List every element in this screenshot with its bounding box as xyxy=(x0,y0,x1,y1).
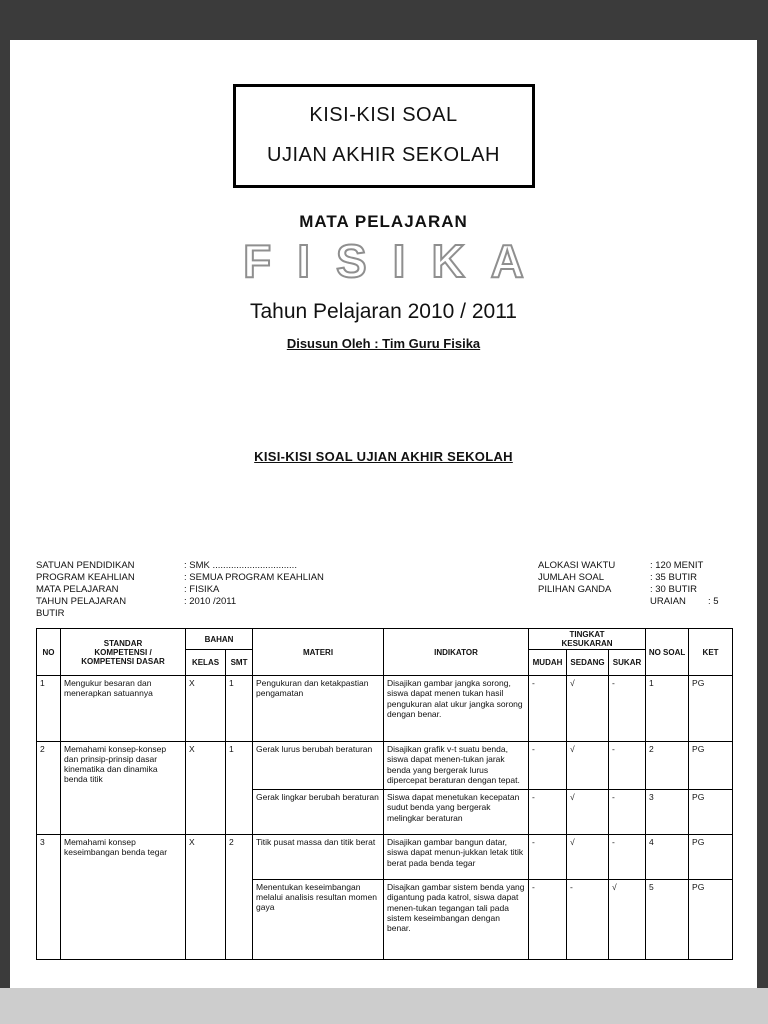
cell-no-soal: 2 xyxy=(646,742,689,790)
cell-standar-kompetensi: Memahami konsep keseimbangan benda tegar xyxy=(61,835,186,960)
cell-sedang: √ xyxy=(567,742,609,790)
info-tahun-pelajaran xyxy=(36,596,324,608)
table-row xyxy=(37,742,733,790)
info-value: : 2010 /2011 xyxy=(184,596,237,607)
cell-no-soal: 1 xyxy=(646,676,689,742)
cell-smt: 1 xyxy=(226,742,253,835)
cell-indikator: Disajikan gambar jangka sorong, siswa dapat menen tukan hasil pengukuran alat ukur jangka sorong dengan benar. xyxy=(384,676,529,742)
info-label: TAHUN PELAJARAN xyxy=(36,596,127,607)
info-program-keahlian xyxy=(36,572,324,584)
info-value: : FISIKA xyxy=(184,584,220,595)
subject-outline-text: FISIKA xyxy=(243,235,550,287)
cell-ket: PG xyxy=(689,880,733,960)
col-header-no: NO xyxy=(37,629,61,676)
title-line-2: UJIAN AKHIR SEKOLAH xyxy=(267,144,500,166)
cell-sukar: - xyxy=(609,742,646,790)
cell-no-soal: 3 xyxy=(646,790,689,835)
cell-mudah: - xyxy=(529,742,567,790)
document-page xyxy=(10,40,757,988)
info-value: : SMK ................................ xyxy=(184,560,297,571)
exam-info-block xyxy=(10,560,757,622)
info-jumlah-soal xyxy=(538,572,719,584)
cell-standar-kompetensi: Mengukur besaran dan menerapkan satuannya xyxy=(61,676,186,742)
subject-label: MATA PELAJARAN xyxy=(299,212,468,231)
cell-indikator: Siswa dapat menetukan kecepatan sudut benda yang bergerak melingkar beraturan xyxy=(384,790,529,835)
kisi-kisi-table xyxy=(36,628,733,960)
col-header-standar-kompetensi xyxy=(61,629,186,676)
info-label: JUMLAH SOAL xyxy=(538,572,604,583)
cell-no-soal: 4 xyxy=(646,835,689,880)
cell-sedang: √ xyxy=(567,790,609,835)
cell-no: 3 xyxy=(37,835,61,960)
cell-ket: PG xyxy=(689,835,733,880)
table-row xyxy=(37,676,733,742)
cell-materi: Pengukuran dan ketakpastian pengamatan xyxy=(253,676,384,742)
info-label: SATUAN PENDIDIKAN xyxy=(36,560,135,571)
col-header-sukar: SUKAR xyxy=(609,650,646,676)
cell-kelas: X xyxy=(186,742,226,835)
cell-ket: PG xyxy=(689,790,733,835)
info-label: URAIAN xyxy=(650,596,686,607)
cell-indikator: Disajikan grafik v-t suatu benda, siswa dapat menen-tukan jarak benda yang bergerak lurus dipercepat beraturan dengan tepat. xyxy=(384,742,529,790)
table-row xyxy=(37,835,733,880)
cell-sedang: - xyxy=(567,880,609,960)
info-uraian xyxy=(538,596,719,608)
table-header xyxy=(37,629,733,676)
cell-kelas: X xyxy=(186,676,226,742)
viewer-bottom-bar xyxy=(0,988,768,1024)
cell-ket: PG xyxy=(689,742,733,790)
cell-no-soal: 5 xyxy=(646,880,689,960)
cell-indikator: Disajkan gambar sistem benda yang digantung pada katrol, siswa dapat menen-tukan tegangan tali pada sistem keseimbangan dengan benar. xyxy=(384,880,529,960)
cell-smt: 2 xyxy=(226,835,253,960)
col-header-standar-kompetensi-text: STANDAR KOMPETENSI / KOMPETENSI DASAR xyxy=(81,638,165,666)
col-header-smt: SMT xyxy=(226,650,253,676)
col-header-tingkat-kesukaran-text: TINGKAT KESUKARAN xyxy=(561,630,613,648)
author-line: Disusun Oleh : Tim Guru Fisika xyxy=(286,336,481,351)
cell-mudah: - xyxy=(529,880,567,960)
cell-materi: Gerak lingkar berubah beraturan xyxy=(253,790,384,835)
info-label: ALOKASI WAKTU xyxy=(538,560,616,571)
section-heading: KISI-KISI SOAL UJIAN AKHIR SEKOLAH xyxy=(254,449,513,464)
cell-sukar: √ xyxy=(609,880,646,960)
cell-materi: Titik pusat massa dan titik berat xyxy=(253,835,384,880)
col-header-sedang: SEDANG xyxy=(567,650,609,676)
cell-sukar: - xyxy=(609,835,646,880)
cell-materi: Gerak lurus berubah beraturan xyxy=(253,742,384,790)
cell-sedang: √ xyxy=(567,676,609,742)
info-pilihan-ganda xyxy=(538,584,719,596)
info-label: MATA PELAJARAN xyxy=(36,584,119,595)
cover-section xyxy=(10,84,757,464)
cell-standar-kompetensi: Memahami konsep-konsep dan prinsip-prinsip dasar kinematika dan dinamika benda titik xyxy=(61,742,186,835)
info-satuan-pendidikan xyxy=(36,560,324,572)
col-header-bahan: BAHAN xyxy=(186,629,253,650)
exam-info-left xyxy=(36,560,324,608)
col-header-kelas: KELAS xyxy=(186,650,226,676)
exam-info-right xyxy=(538,560,719,608)
title-line-1: KISI-KISI SOAL xyxy=(309,104,458,126)
cell-mudah: - xyxy=(529,835,567,880)
info-value: : 120 MENIT xyxy=(650,560,704,571)
info-value: : 5 xyxy=(708,596,719,607)
cell-mudah: - xyxy=(529,676,567,742)
col-header-materi: MATERI xyxy=(253,629,384,676)
cell-no: 2 xyxy=(37,742,61,835)
year-line: Tahun Pelajaran 2010 / 2011 xyxy=(250,300,517,323)
info-value: : SEMUA PROGRAM KEAHLIAN xyxy=(184,572,324,583)
col-header-ket: KET xyxy=(689,629,733,676)
col-header-tingkat-kesukaran xyxy=(529,629,646,650)
cell-ket: PG xyxy=(689,676,733,742)
cell-no: 1 xyxy=(37,676,61,742)
info-label: PROGRAM KEAHLIAN xyxy=(36,572,135,583)
cell-indikator: Disajikan gambar bangun datar, siswa dapat menun-jukkan letak titik berat pada benda tegar xyxy=(384,835,529,880)
cell-sedang: √ xyxy=(567,835,609,880)
cell-mudah: - xyxy=(529,790,567,835)
info-alokasi-waktu xyxy=(538,560,719,572)
info-value: : 35 BUTIR xyxy=(650,572,697,583)
cell-materi: Menentukan keseimbangan melalui analisis resultan momen gaya xyxy=(253,880,384,960)
cell-sukar: - xyxy=(609,790,646,835)
title-box xyxy=(233,84,535,188)
info-overflow-butir: BUTIR xyxy=(36,608,65,619)
col-header-indikator: INDIKATOR xyxy=(384,629,529,676)
cell-sukar: - xyxy=(609,676,646,742)
table-body xyxy=(37,676,733,960)
info-value: : 30 BUTIR xyxy=(650,584,697,595)
col-header-mudah: MUDAH xyxy=(529,650,567,676)
info-label: PILIHAN GANDA xyxy=(538,584,612,595)
col-header-no-soal: NO SOAL xyxy=(646,629,689,676)
cell-kelas: X xyxy=(186,835,226,960)
info-mata-pelajaran xyxy=(36,584,324,596)
cell-smt: 1 xyxy=(226,676,253,742)
